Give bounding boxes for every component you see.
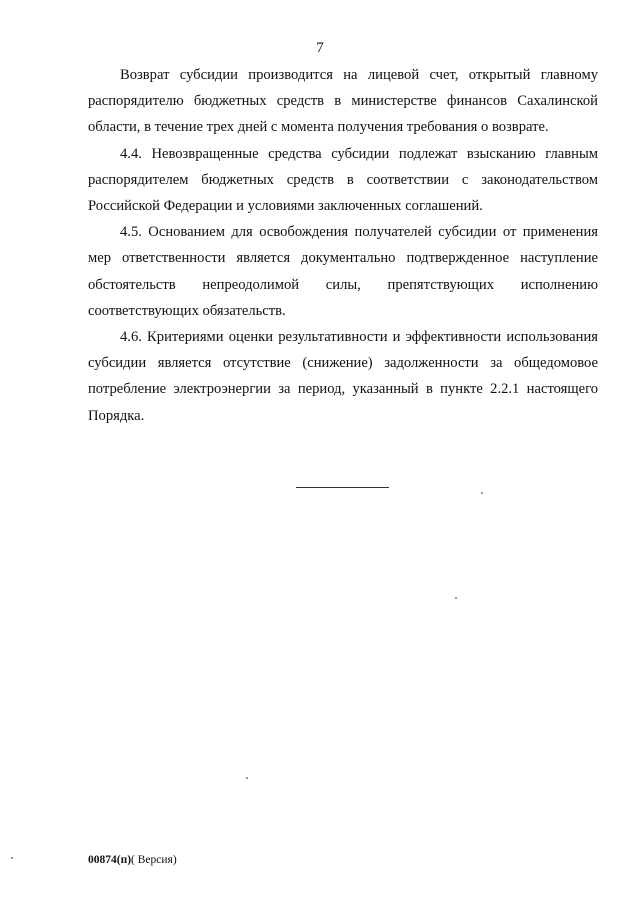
- scan-speck: [11, 857, 13, 859]
- page-number: 7: [316, 40, 324, 56]
- scan-speck: [455, 597, 457, 599]
- scan-speck: [481, 492, 483, 494]
- scan-speck: [246, 777, 248, 779]
- document-body: [88, 62, 598, 429]
- paragraph-4-4: 4.4. Невозвращенные средства субсидии подлежат взысканию главным распорядителем бюджетных средств в соответствии с законодательством Российской Федерации и условиями заключенных соглашений.: [88, 145, 598, 215]
- section-end-divider: [296, 487, 389, 488]
- document-version: ( Версия): [131, 854, 177, 866]
- document-footer-code: [88, 852, 177, 868]
- paragraph-4-6: 4.6. Критериями оценки результативности и эффективности использования субсидии является отсутствие (снижение) задолженности за общедомовое потребление электроэнергии за период, указанный в пункте 2.2.1 настоящего Порядка.: [88, 329, 598, 424]
- paragraph-refund: Возврат субсидии производится на лицевой счет, открытый главному распорядителю бюджетных средств в министерстве финансов Сахалинской области, в течение трех дней с момента получения требования о возврате.: [88, 67, 598, 136]
- document-code: 00874(п): [88, 854, 132, 866]
- paragraph-4-5: 4.5. Основанием для освобождения получателей субсидии от применения мер ответственности является документально подтвержденное наступление обстоятельств непреодолимой силы, препятствующих исполнению соответствующих обязательств.: [88, 224, 598, 319]
